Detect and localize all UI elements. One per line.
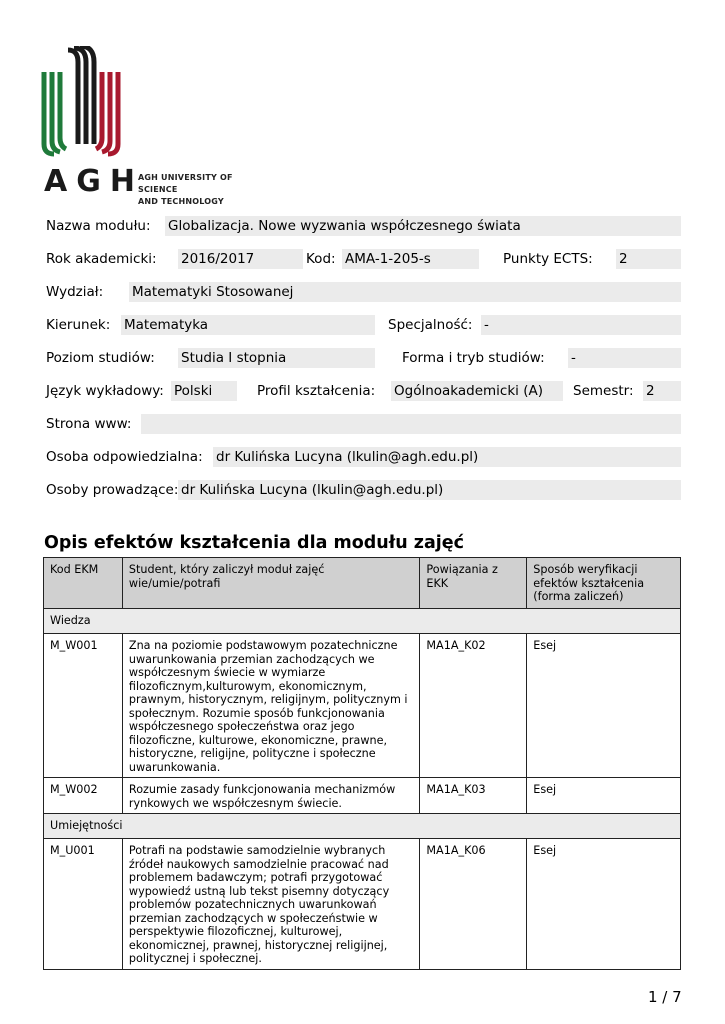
category-row (44, 814, 681, 839)
row-code: M_W001 (44, 634, 123, 778)
table-row (44, 634, 681, 778)
semester-label: Semestr: (573, 383, 634, 399)
specialty-label: Specjalność: (388, 317, 473, 333)
row-code: M_U001 (44, 839, 123, 970)
table-row (44, 778, 681, 814)
faculty-value: Matematyki Stosowanej (129, 282, 681, 302)
logo-subtitle-line1: AGH UNIVERSITY OF SCIENCE (138, 173, 233, 194)
website-value (141, 414, 681, 434)
academic-year-value: 2016/2017 (178, 249, 303, 269)
ects-label: Punkty ECTS: (503, 251, 593, 267)
header-description: Student, który zaliczył moduł zajęć wie/umie/potrafi (122, 558, 419, 609)
row-ekk: MA1A_K02 (420, 634, 527, 778)
ects-value: 2 (616, 249, 681, 269)
language-label: Język wykładowy: (46, 383, 164, 399)
category-knowledge: Wiedza (44, 609, 681, 634)
table-header-row (44, 558, 681, 609)
study-form-value: - (568, 348, 681, 368)
agh-emblem-icon (40, 46, 130, 161)
logo-subtitle-line2: AND TECHNOLOGY (138, 197, 224, 206)
profile-value: Ogólnoakademicki (A) (391, 381, 563, 401)
row-verification: Esej (527, 778, 681, 814)
row-verification: Esej (527, 634, 681, 778)
agh-logo (40, 46, 272, 206)
row-ekk: MA1A_K03 (420, 778, 527, 814)
header-verification: Sposób weryfikacji efektów kształcenia (forma zaliczeń) (527, 558, 681, 609)
study-form-label: Forma i tryb studiów: (402, 350, 545, 366)
specialty-value: - (481, 315, 681, 335)
row-description: Zna na poziomie podstawowym pozatechniczne uwarunkowania przemian zachodzących we współczesnym świecie w wymiarze filozoficznym,kulturowym, ekonomicznym, prawnym, historycznym, religijnym, politycznym i społecznym. Rozumie sposób funkcjonowania współczesnego społeczeństwa oraz jego filozoficzne, kulturowe, ekonomiczne, prawne, historyczne, religijne, polityczne i społeczne uwarunkowania. (122, 634, 419, 778)
learning-outcomes-table (43, 557, 681, 970)
section-title: Opis efektów kształcenia dla modułu zajęć (44, 533, 465, 553)
row-code: M_W002 (44, 778, 123, 814)
website-label: Strona www: (46, 416, 132, 432)
responsible-label: Osoba odpowiedzialna: (46, 449, 203, 465)
table-row (44, 839, 681, 970)
module-name-label: Nazwa modułu: (46, 218, 151, 234)
academic-year-label: Rok akademicki: (46, 251, 157, 267)
row-ekk: MA1A_K06 (420, 839, 527, 970)
category-row (44, 609, 681, 634)
code-label: Kod: (306, 251, 336, 267)
field-of-study-value: Matematyka (121, 315, 375, 335)
lecturers-label: Osoby prowadzące: (46, 482, 179, 498)
language-value: Polski (171, 381, 237, 401)
field-of-study-label: Kierunek: (46, 317, 111, 333)
faculty-label: Wydział: (46, 284, 104, 300)
logo-subtitle (138, 172, 272, 208)
row-verification: Esej (527, 839, 681, 970)
module-name-value: Globalizacja. Nowe wyzwania współczesnego świata (165, 216, 681, 236)
header-ekk: Powiązania z EKK (420, 558, 527, 609)
study-level-value: Studia I stopnia (178, 348, 375, 368)
row-description: Rozumie zasady funkcjonowania mechanizmów rynkowych we współczesnym świecie. (122, 778, 419, 814)
page-indicator: 1 / 7 (648, 988, 682, 1006)
semester-value: 2 (643, 381, 681, 401)
logo-wordmark: AGH (44, 164, 144, 199)
row-description: Potrafi na podstawie samodzielnie wybranych źródeł naukowych samodzielnie pracować nad problemem badawczym; potrafi przygotować wypowiedź ustną lub tekst pisemny dotyczący problemów pozatechnicznych uwarunkowań przemian zachodzących w społeczeństwie w perspektywie filozoficznej, kulturowej, ekonomicznej, prawnej, historycznej religijnej, politycznej i społecznej. (122, 839, 419, 970)
code-value: AMA-1-205-s (342, 249, 479, 269)
lecturers-value: dr Kulińska Lucyna (lkulin@agh.edu.pl) (178, 480, 681, 500)
category-skills: Umiejętności (44, 814, 681, 839)
responsible-value: dr Kulińska Lucyna (lkulin@agh.edu.pl) (213, 447, 681, 467)
profile-label: Profil kształcenia: (257, 383, 376, 399)
study-level-label: Poziom studiów: (46, 350, 155, 366)
header-code: Kod EKM (44, 558, 123, 609)
